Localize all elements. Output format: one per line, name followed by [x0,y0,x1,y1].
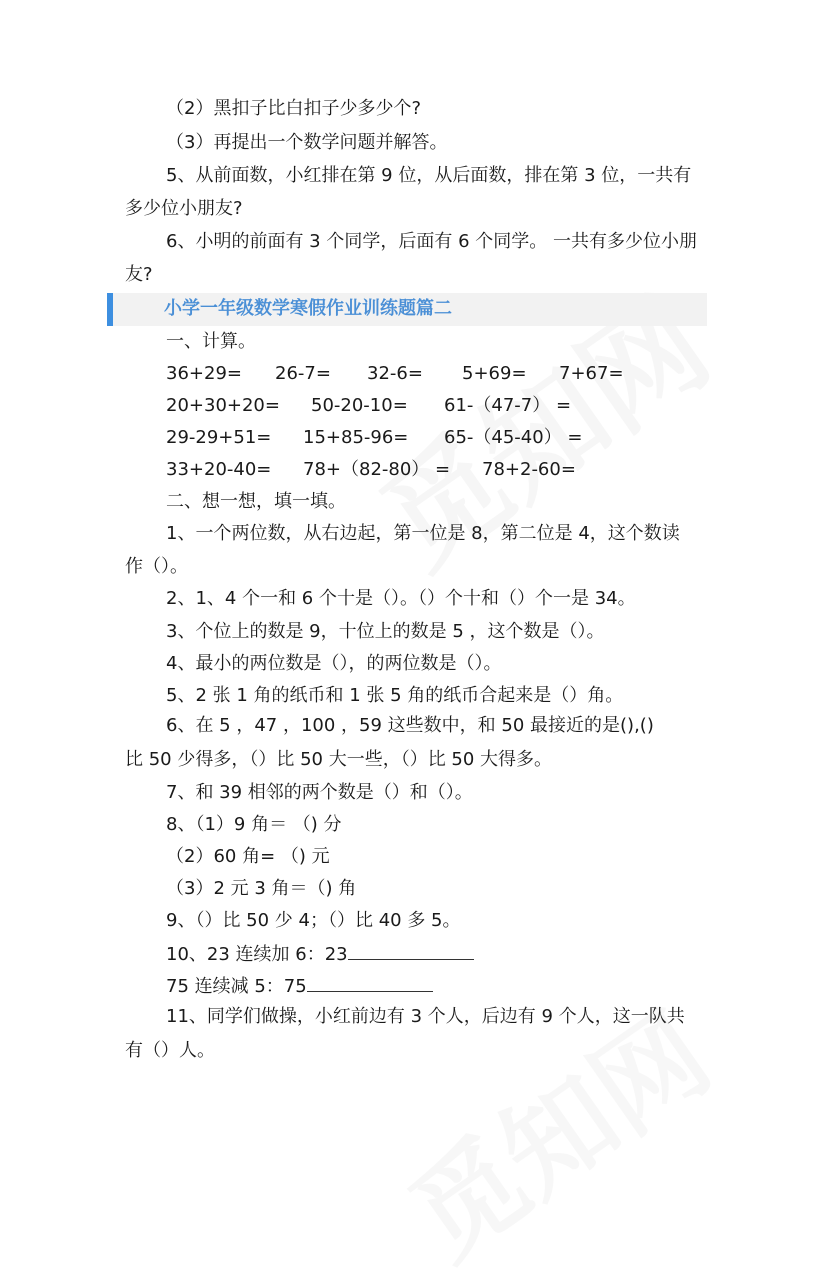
fill-question: 3、个位上的数是 9，十位上的数是 5 ，这个数是（）。 [166,621,605,642]
fill-question: 2、1、4 个一和 6 个十是（）。（）个十和（）个一是 34。 [166,588,636,609]
math-problem: 50-20-10= [311,395,408,416]
question-line: 5、从前面数，小红排在第 9 位，从后面数，排在第 3 位，一共有 [166,165,692,186]
question-line: 多少位小朋友? [125,198,243,219]
fill-question: 作（）。 [125,556,188,577]
answer-blank[interactable] [307,973,433,992]
fill-question: 1、一个两位数，从右边起，第一位是 8，第二位是 4，这个数读 [166,523,680,544]
part1-heading: 一、计算。 [166,331,256,352]
fill-question: 9、（）比 50 少 4；（）比 40 多 5。 [166,910,461,931]
part2-heading: 二、想一想，填一填。 [166,491,346,512]
math-problem: 7+67= [559,363,624,384]
fill-question: 比 50 少得多，（）比 50 大一些，（）比 50 大得多。 [125,749,553,770]
question-line: 友? [125,264,153,285]
fill-question: 有（）人。 [125,1040,215,1061]
fill-question [166,941,474,967]
question-line: （3）再提出一个数学问题并解答。 [166,132,448,153]
math-problem: 5+69= [462,363,527,384]
math-problem: 65-（45-40） = [444,427,583,448]
question-line: 6、小明的前面有 3 个同学，后面有 6 个同学。 一共有多少位小朋 [166,231,697,252]
fill-question [166,973,433,999]
math-problem: 36+29= [166,363,242,384]
math-problem: 61-（47-7） = [444,395,572,416]
question-line: （2）黑扣子比白扣子少多少个? [166,98,422,119]
math-problem: 20+30+20= [166,395,280,416]
fill-question: 4、最小的两位数是（），的两位数是（）。 [166,653,502,674]
math-problem: 15+85-96= [303,427,409,448]
fill-question: （2）60 角= （) 元 [166,846,330,867]
section-accent-bar [107,293,113,326]
math-problem: 29-29+51= [166,427,272,448]
fill-question: （3）2 元 3 角＝（) 角 [166,878,357,899]
math-problem: 33+20-40= [166,459,272,480]
sequence-prompt: 75 连续减 5：75 [166,976,307,997]
fill-question: 11、同学们做操，小红前边有 3 个人，后边有 9 个人，这一队共 [166,1006,685,1027]
math-problem: 78+2-60= [482,459,576,480]
math-problem: 32-6= [367,363,423,384]
fill-question: 6、在 5 ，47 ，100 ，59 这些数中，和 50 最接近的是(),() [166,715,654,736]
fill-question: 5、2 张 1 角的纸币和 1 张 5 角的纸币合起来是（）角。 [166,685,624,706]
math-problem: 78+（82-80） = [303,459,451,480]
fill-question: 7、和 39 相邻的两个数是（）和（）。 [166,782,473,803]
answer-blank[interactable] [348,941,474,960]
math-problem: 26-7= [275,363,331,384]
fill-question: 8、（1）9 角＝ （) 分 [166,814,342,835]
section-title: 小学一年级数学寒假作业训练题篇二 [164,298,452,319]
sequence-prompt: 10、23 连续加 6：23 [166,944,348,965]
